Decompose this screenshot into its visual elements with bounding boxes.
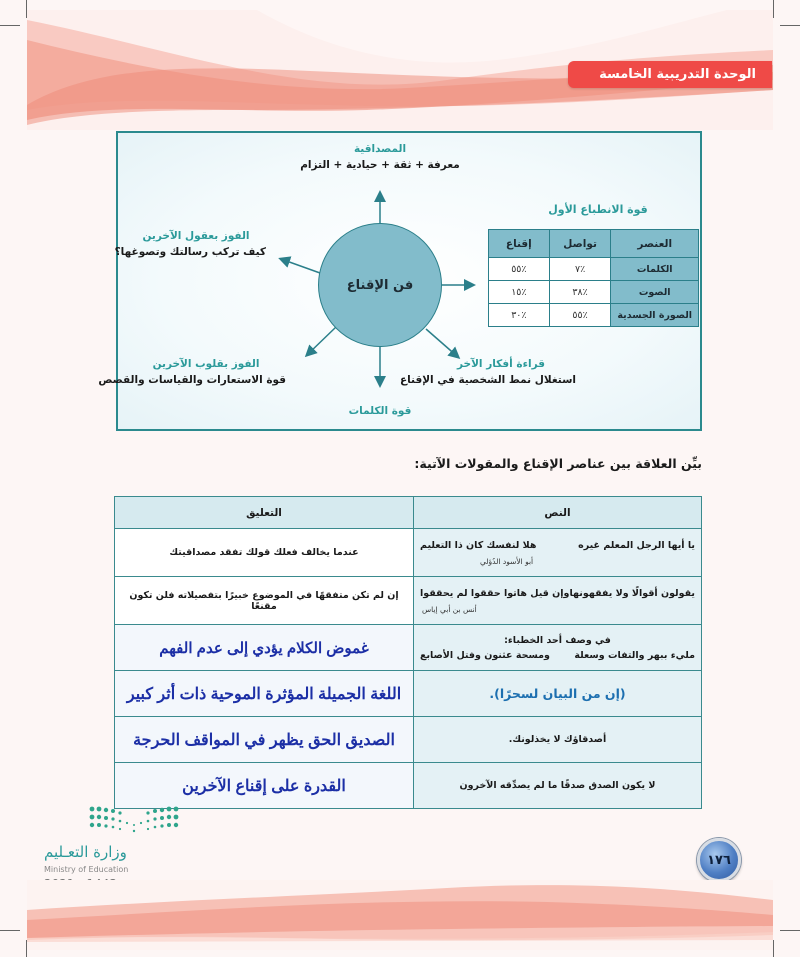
- ministry-name-arabic: وزارة التعـليم: [44, 843, 127, 861]
- verse-first-half: يا أيها الرجل المعلم غيره: [578, 539, 695, 551]
- branch-mind-reading: [399, 358, 576, 386]
- crop-mark: [780, 930, 800, 931]
- verse-second-half: وإن قيل هاتوا حققوا لم يحققوا: [420, 587, 570, 599]
- persuasion-diagram: [98, 131, 702, 431]
- poem-verse: [420, 588, 695, 599]
- answer-cell[interactable]: الصديق الحق يظهر في المواقف الحرجة: [115, 717, 414, 763]
- answer-cell[interactable]: القدرة على إقناع الآخرين: [115, 763, 414, 809]
- page-number-badge: ١٧٦: [697, 838, 741, 882]
- header-text: النص: [414, 497, 702, 529]
- branch-subtitle: معرفة + ثقة + حيادية + التزام: [300, 159, 460, 171]
- communication-cell: ٪٧: [549, 258, 611, 281]
- first-impression-table: [488, 229, 699, 327]
- communication-cell: ٪٥٥: [549, 304, 611, 327]
- branch-title: قراءة أفكار الآخر: [457, 358, 545, 370]
- element-cell: الصورة الجسدية: [611, 304, 699, 327]
- ministry-dots-icon: [88, 805, 180, 835]
- crop-mark: [0, 930, 20, 931]
- poet-name: أنس بن أبي إياس: [422, 604, 477, 614]
- first-impression-title: قوة الانطباع الأول: [548, 203, 648, 216]
- unit-label: الوحدة التدريبية الخامسة: [568, 61, 772, 88]
- branch-credibility: [280, 143, 480, 171]
- table-row: [115, 671, 702, 717]
- crop-mark: [773, 0, 774, 18]
- hadith-text: (إن من البيان لسحرًا).: [489, 686, 626, 701]
- verse-second-half: ومسحة عثنون وفتل الأصابع: [420, 649, 550, 661]
- crop-mark: [773, 940, 774, 957]
- header-comment: التعليق: [115, 497, 414, 529]
- text-cell: [414, 625, 702, 671]
- exercise-table: [114, 496, 702, 809]
- table-row: [115, 529, 702, 577]
- persuasion-cell: ٪١٥: [489, 281, 550, 304]
- branch-hearts: [98, 358, 286, 386]
- comment-cell: عندما يخالف فعلك قولك تفقد مصداقيتك: [115, 529, 414, 577]
- element-cell: الكلمات: [611, 258, 699, 281]
- table-row: [115, 625, 702, 671]
- branch-words: [330, 405, 430, 417]
- answer-cell[interactable]: اللغة الجميلة المؤثرة الموحية ذات أثر كبير: [115, 671, 414, 717]
- intro-line: في وصف أحد الخطباء:: [504, 634, 611, 646]
- text-cell: لا يكون الصدق صدقًا ما لم يصدِّقه الآخرون: [414, 763, 702, 809]
- verse-first-half: مليء ببهر والتفات وسعلة: [574, 649, 695, 661]
- header-persuasion: إقناع: [489, 230, 550, 258]
- exercise-instruction: بيِّن العلاقة بين عناصر الإقناع والمقولات الآتية:: [414, 456, 702, 471]
- verse-first-half: يقولون أقوالًا ولا يفقهونها: [569, 587, 695, 599]
- table-row: [115, 717, 702, 763]
- communication-cell: ٪٣٨: [549, 281, 611, 304]
- ministry-name-english: Ministry of Education: [44, 865, 129, 874]
- table-row: [489, 304, 699, 327]
- poem-verse: [420, 540, 695, 551]
- answer-cell[interactable]: غموض الكلام يؤدي إلى عدم الفهم: [115, 625, 414, 671]
- header-element: العنصر: [611, 230, 699, 258]
- poem-verse: [420, 650, 695, 661]
- central-concept: فن الإقناع: [318, 223, 442, 347]
- branch-title: المصداقية: [353, 143, 407, 155]
- branch-subtitle: كيف تركب رسالتك وتصوغها؟: [114, 246, 266, 258]
- branch-title: قوة الكلمات: [348, 405, 412, 417]
- crop-mark: [780, 25, 800, 26]
- branch-subtitle: قوة الاستعارات والقياسات والقصص: [98, 374, 286, 386]
- branch-minds: [114, 230, 266, 258]
- text-cell: [414, 577, 702, 625]
- text-cell: [414, 671, 702, 717]
- persuasion-cell: ٪٥٥: [489, 258, 550, 281]
- table-row: [115, 577, 702, 625]
- table-row: [489, 281, 699, 304]
- branch-title: الفوز بعقول الآخرين: [142, 230, 250, 242]
- table-row: [115, 763, 702, 809]
- table-header-row: [115, 497, 702, 529]
- branch-subtitle: استغلال نمط الشخصية في الإقناع: [399, 374, 576, 386]
- crop-mark: [0, 25, 20, 26]
- poet-name: أبو الأسود الدُؤلي: [480, 556, 534, 566]
- branch-title: الفوز بقلوب الآخرين: [152, 358, 260, 370]
- table-row: [489, 258, 699, 281]
- comment-cell: إن لم تكن متفقهًا في الموضوع خبيرًا بتفصيلاته فلن تكون مقنعًا: [115, 577, 414, 625]
- persuasion-cell: ٪٣٠: [489, 304, 550, 327]
- element-cell: الصوت: [611, 281, 699, 304]
- footer-wave-decoration: [27, 880, 773, 950]
- verse-second-half: هلا لنفسك كان ذا التعليم: [420, 539, 537, 551]
- header-communication: تواصل: [549, 230, 611, 258]
- table-header-row: [489, 230, 699, 258]
- text-cell: أصدقاؤك لا يخذلونك.: [414, 717, 702, 763]
- text-cell: [414, 529, 702, 577]
